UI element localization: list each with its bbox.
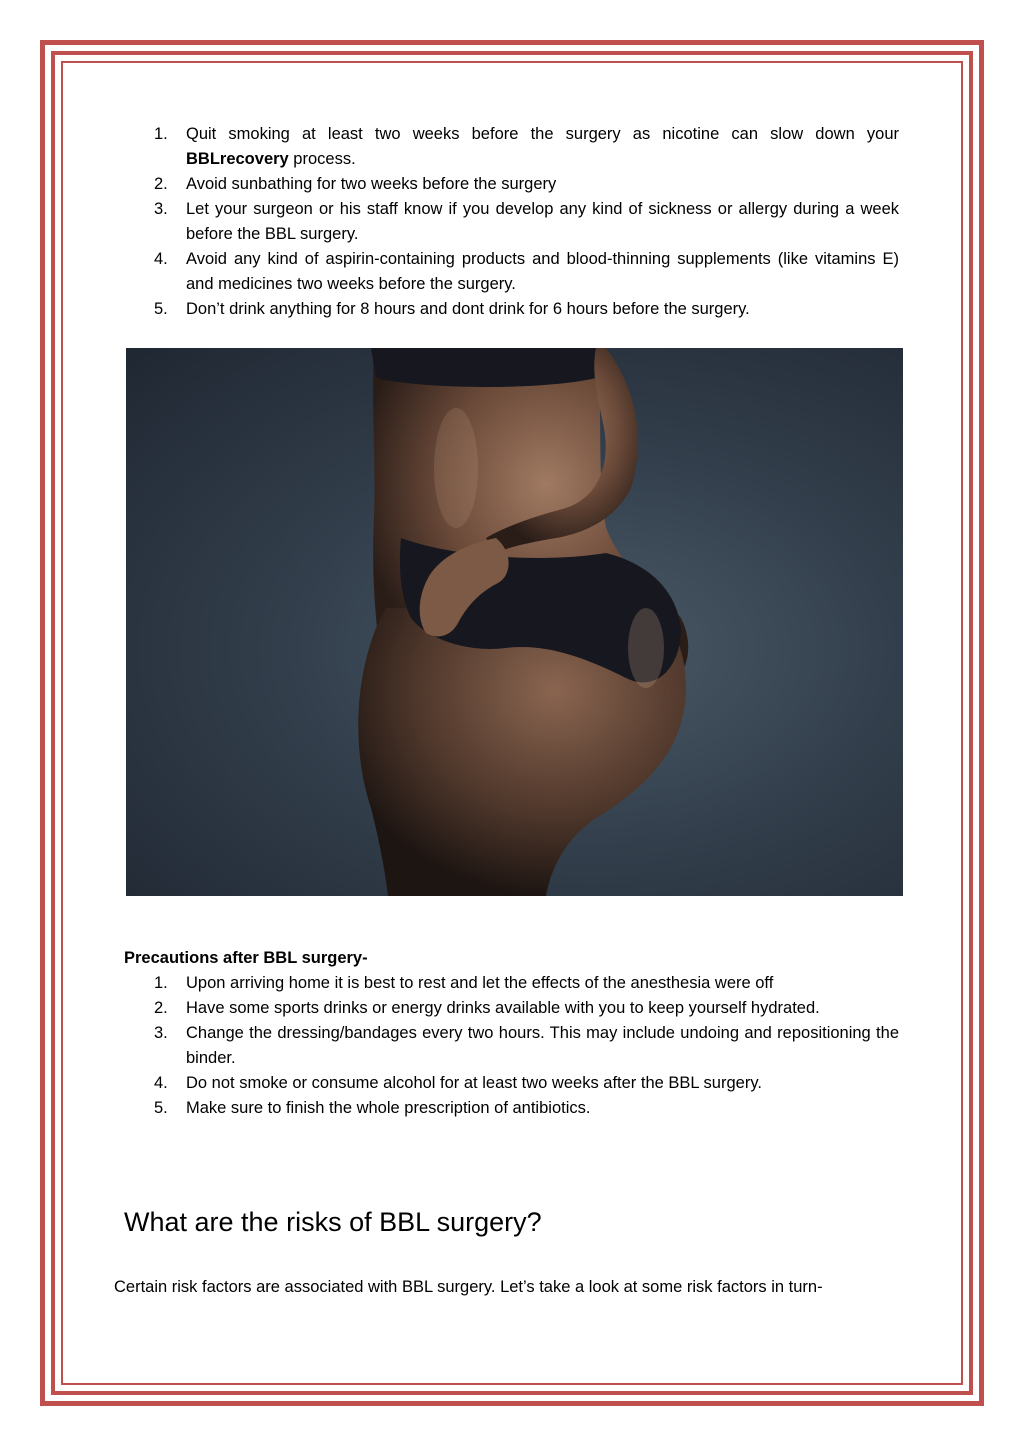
list-number: 4.: [154, 1074, 168, 1092]
list-item: [124, 172, 899, 197]
list-number: 3.: [154, 200, 168, 218]
list-item: [124, 1071, 899, 1096]
list-item: [124, 297, 899, 322]
list-text-end: process.: [288, 150, 356, 168]
list-item: [124, 1021, 899, 1071]
list-item: [124, 197, 899, 247]
list-text: Avoid any kind of aspirin-containing products and blood-thinning supplements (like vitamins E) and medicines two weeks before the surgery.: [186, 250, 899, 293]
list-text: Quit smoking at least two weeks before the surgery as nicotine can slow down your: [186, 125, 899, 143]
list-number: 2.: [154, 175, 168, 193]
list-text: Avoid sunbathing for two weeks before the surgery: [186, 175, 557, 193]
list-number: 5.: [154, 300, 168, 318]
post-surgery-list: [124, 971, 904, 1121]
pre-surgery-list: [124, 122, 904, 322]
list-number: 5.: [154, 1099, 168, 1117]
list-text: Do not smoke or consume alcohol for at least two weeks after the BBL surgery.: [186, 1074, 762, 1092]
list-item: [124, 996, 899, 1021]
list-text: Upon arriving home it is best to rest and let the effects of the anesthesia were off: [186, 974, 774, 992]
list-number: 3.: [154, 1024, 168, 1042]
list-number: 1.: [154, 125, 168, 143]
list-text: Let your surgeon or his staff know if you develop any kind of sickness or allergy during a week before the BBL surgery.: [186, 200, 899, 243]
list-text: Change the dressing/bandages every two hours. This may include undoing and repositioning the binder.: [186, 1024, 899, 1067]
precautions-heading: Precautions after BBL surgery-: [124, 949, 368, 967]
intro-paragraph: Certain risk factors are associated with BBL surgery. Let’s take a look at some risk factors in turn-: [114, 1278, 823, 1296]
section-title: What are the risks of BBL surgery?: [124, 1207, 542, 1237]
list-number: 2.: [154, 999, 168, 1017]
list-text: Make sure to finish the whole prescription of antibiotics.: [186, 1099, 591, 1117]
list-item: [124, 122, 899, 172]
list-item: [124, 247, 899, 297]
photo-icon: [126, 348, 903, 896]
list-item: [124, 971, 899, 996]
list-item: [124, 1096, 899, 1121]
list-text: Have some sports drinks or energy drinks available with you to keep yourself hydrated.: [186, 999, 820, 1017]
fitness-photo: [126, 348, 903, 896]
list-number: 1.: [154, 974, 168, 992]
bbl-recovery-bold: BBLrecovery: [186, 150, 289, 168]
list-text: Don’t drink anything for 8 hours and dont drink for 6 hours before the surgery.: [186, 300, 750, 318]
list-number: 4.: [154, 250, 168, 268]
